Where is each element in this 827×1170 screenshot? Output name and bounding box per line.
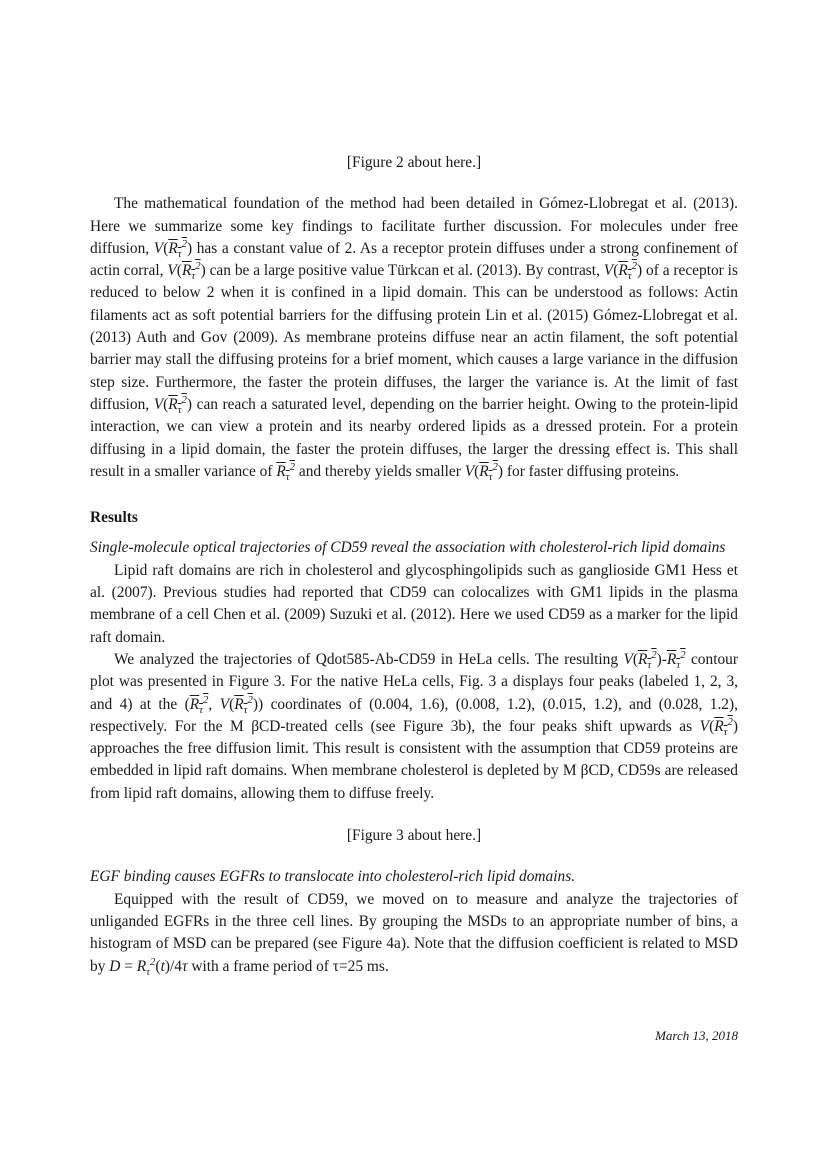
paragraph-cd59-trajectories: We analyzed the trajectories of Qdot585-Ab-CD59 in HeLa cells. The resulting $V(R_\tau^2)-R_\tau^2$ contour plot was presented in Figure 3. For the native HeLa cells, Fig. 3 a displays four peaks (labeled 1, 2, 3, and 4) at the ($R_\tau^2$, $V(R_\tau^2)$) coordinates of (0.004, 1.6), (0.008, 1.2), (0.015, 1.2), and (0.028, 1.2), respectively. For the M βCD-treated cells (see Figure 3b), the four peaks shift upwards as $V(R_\tau^2)$ approaches the free diffusion limit. This result is consistent with the assumption that CD59 proteins are embedded in lipid raft domains. When membrane cholesterol is depleted by M βCD, CD59s are released from lipid raft domains, allowing them to diffuse freely. bbox=[90, 648, 738, 802]
math-diffusion-coefficient: D bbox=[109, 957, 121, 975]
math-variance-expr: V bbox=[153, 239, 164, 257]
figure-2-placeholder: [Figure 2 about here.] bbox=[346, 154, 482, 171]
section-heading-results: Results bbox=[90, 509, 138, 527]
subheading-cd59: Single-molecule optical trajectories of CD59 reveal the association with cholesterol-rich lipid domains bbox=[90, 539, 726, 557]
subheading-egf-binding: EGF binding causes EGFRs to translocate into cholesterol-rich lipid domains. bbox=[90, 868, 576, 886]
paragraph-method-foundation: The mathematical foundation of the method had been detailed in Gómez-Llobregat et al. (2013). Here we summarize some key findings to facilitate further discussion. For molecules under free diffusion, $V(R_\tau^2)$ has a constant value of 2. As a receptor protein diffuses under a strong confinement of actin corral, $V(R_\tau^2)$ can be a large positive value Türkcan et al. (2013). By contrast, $V(R_\tau^2)$ of a receptor is reduced to below 2 when it is confined in a lipid domain. This can be understood as follows: Actin filaments act as soft potential barriers for the diffusing protein Lin et al. (2015) Gómez-Llobregat et al. (2013) Auth and Gov (2009). As membrane proteins diffuse near an actin filament, the soft potential barrier may stall the diffusing proteins for a brief moment, which causes a large variance in the diffusion step size. Furthermore, the faster the protein diffuses, the larger the variance is. At the limit of fast diffusion, $V(R_\tau^2)$ can reach a saturated level, depending on the barrier height. Owing to the protein-lipid interaction, we can view a protein and its nearby ordered lipids as a dressed protein. For a protein diffusing in a lipid domain, the faster the protein diffuses, the larger the dressing effect is. This shall result in a smaller variance of $R_\tau^2$ and thereby yields smaller $V(R_\tau^2)$ for faster diffusing proteins. bbox=[90, 195, 738, 483]
paragraph-lipid-raft: Lipid raft domains are rich in cholesterol and glycosphingolipids such as ganglioside GM1 Hess et al. (2007). Previous studies had reported that CD59 can colocalizes with GM1 lipids in the plasma membrane of a cell Chen et al. (2009) Suzuki et al. (2012). Here we used CD59 as a marker for the lipid raft domain. bbox=[90, 561, 738, 646]
figure-3-placeholder: [Figure 3 about here.] bbox=[346, 827, 482, 845]
paper-page bbox=[90, 148, 738, 978]
paragraph-egfr-trajectories: Equipped with the result of CD59, we moved on to measure and analyze the trajectories of unliganded EGFRs in the three cell lines. By grouping the MSDs to an appropriate number of bins, a histogram of MSD can be prepared (see Figure 4a). Note that the diffusion coefficient is related to MSD by $D = R_\tau^2(t)/4\tau$ with a frame period of τ=25 ms. bbox=[90, 890, 738, 978]
footer-date: March 13, 2018 bbox=[655, 1028, 738, 1043]
